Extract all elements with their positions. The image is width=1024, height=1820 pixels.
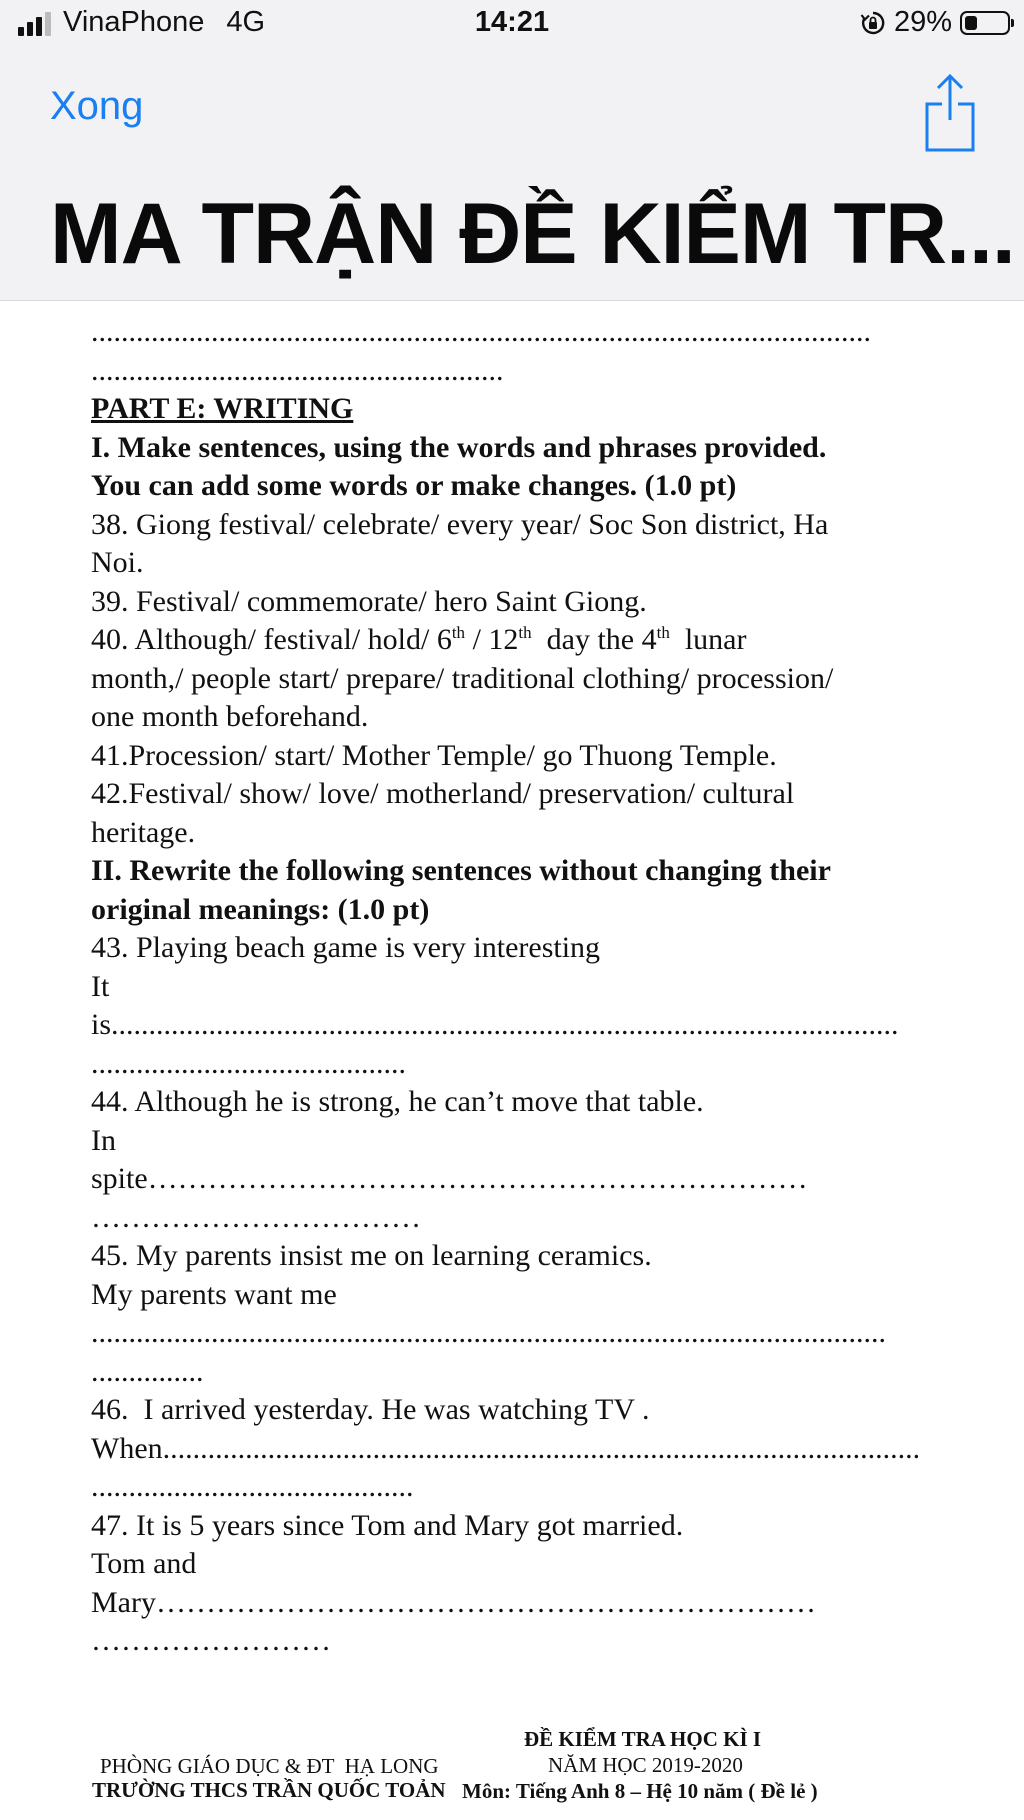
question-46: 46. I arrived yesterday. He was watching TV . [91, 1393, 650, 1426]
question-44: 44. Although he is strong, he can’t move that table. [91, 1085, 704, 1118]
question-40: one month beforehand. [91, 700, 369, 733]
section-2-heading: original meanings: (1.0 pt) [91, 892, 430, 926]
answer-line: Mary………………………………………………………… [91, 1585, 816, 1619]
question-38: 38. Giong festival/ celebrate/ every year/ Soc Son district, Ha [91, 507, 829, 541]
answer-dots: ........................................................................................................ [91, 315, 871, 348]
answer-line: is......................................................................................................... [91, 1008, 899, 1041]
question-41: 41.Procession/ start/ Mother Temple/ go Thuong Temple. [91, 738, 777, 772]
status-bar [0, 0, 1024, 52]
answer-line: My parents want me [91, 1277, 337, 1311]
section-1-heading: I. Make sentences, using the words and phrases provided. [91, 430, 827, 464]
question-43: 43. Playing beach game is very interesting [91, 931, 601, 964]
part-heading: PART E: WRITING [91, 392, 354, 425]
answer-line: In [91, 1123, 116, 1157]
status-right [860, 6, 1010, 39]
question-40: month,/ people start/ prepare/ traditional clothing/ procession/ [91, 661, 834, 695]
network-type: 4G [226, 6, 266, 38]
clock: 14:21 [474, 6, 550, 38]
answer-line: Tom and [91, 1547, 197, 1580]
department-name: PHÒNG GIÁO DỤC & ĐT HẠ LONG [100, 1754, 439, 1778]
answer-line: spite………………………………………………………… [91, 1162, 808, 1195]
battery-icon [960, 11, 1010, 35]
section-1-heading: You can add some words or make changes. (1.0 pt) [91, 469, 737, 502]
navigation-bar [0, 52, 1024, 301]
school-year: NĂM HỌC 2019-2020 [548, 1753, 743, 1777]
exam-title: ĐỀ KIỂM TRA HỌC KÌ I [524, 1727, 762, 1751]
question-42: 42.Festival/ show/ love/ motherland/ preservation/ cultural [91, 777, 795, 810]
question-38: Noi. [91, 546, 144, 579]
orientation-lock-icon [860, 10, 886, 36]
answer-dots: ............... [91, 1354, 204, 1388]
page-title: MA TRẬN ĐỀ KIỂM TR... [50, 186, 1015, 282]
answer-line: It [91, 969, 110, 1003]
answer-dots: ....................................................... [91, 353, 504, 387]
done-button[interactable]: Xong [50, 84, 144, 128]
battery-percent: 29% [893, 6, 952, 38]
document-page [91, 313, 941, 1661]
answer-dots: ........................................... [91, 1470, 414, 1503]
answer-dots: …………………………… [91, 1200, 421, 1234]
answer-dots: .......................................... [91, 1046, 406, 1080]
answer-line: When..................................................................................................... [91, 1431, 921, 1465]
question-47: 47. It is 5 years since Tom and Mary got married. [91, 1508, 684, 1542]
battery-level [965, 16, 977, 30]
carrier-name: VinaPhone [63, 6, 205, 38]
school-name: TRƯỜNG THCS TRẦN QUỐC TOẢN [92, 1778, 446, 1802]
subject-line: Môn: Tiếng Anh 8 – Hệ 10 năm ( Đề lẻ ) [462, 1779, 818, 1803]
section-2-heading: II. Rewrite the following sentences without changing their [91, 854, 831, 887]
question-45: 45. My parents insist me on learning ceramics. [91, 1239, 652, 1272]
answer-dots: …………………… [91, 1624, 331, 1657]
answer-dots: .......................................................................................................... [91, 1316, 886, 1349]
question-40: 40. Although/ festival/ hold/ 6th / 12th day the 4th lunar [91, 623, 747, 656]
share-icon[interactable] [920, 68, 980, 154]
question-42: heritage. [91, 815, 196, 849]
question-39: 39. Festival/ commemorate/ hero Saint Giong. [91, 584, 647, 618]
